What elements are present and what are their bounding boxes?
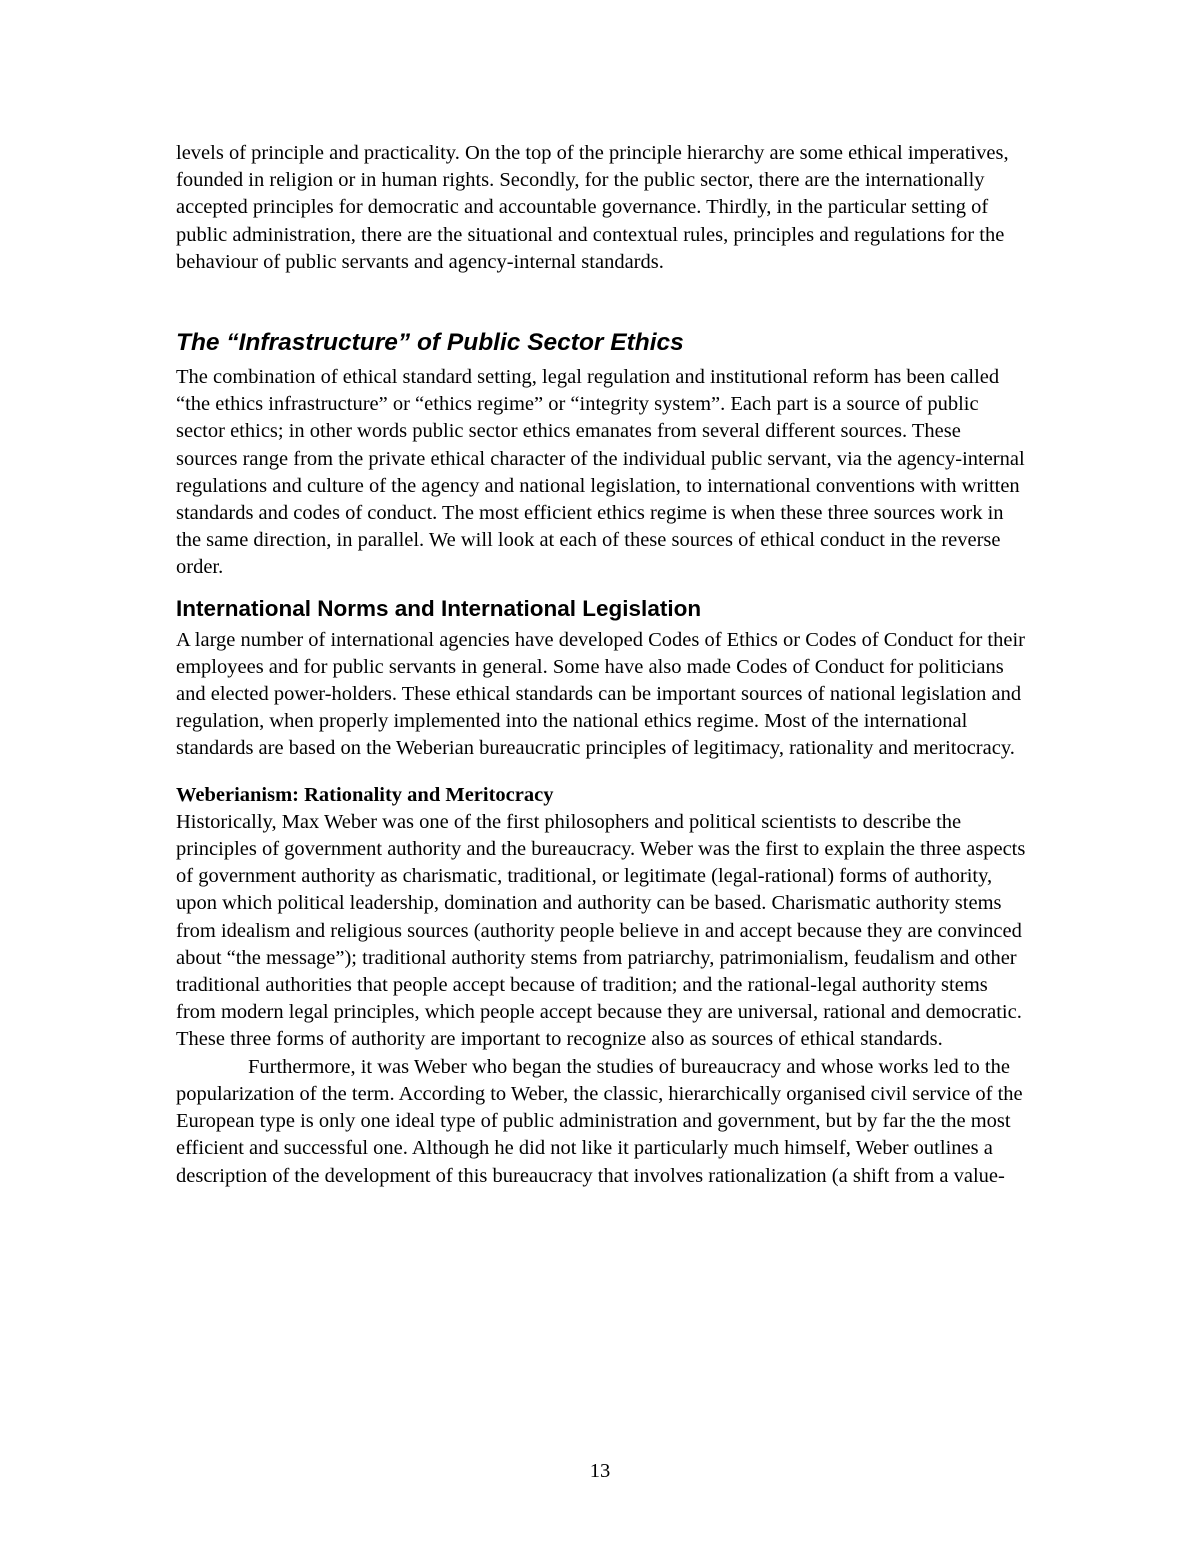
paragraph-intro: levels of principle and practicality. On the top of the principle hierarchy are some ethical imperatives, founded in religion or in human rights. Secondly, for the public sector, there are the internationally accepted principles for democratic and accountable governance. Thirdly, in the particular setting of public administration, there are the situational and contextual rules, principles and regulations for the behaviour of public servants and agency-internal standards. (176, 142, 1009, 273)
page-number: 13 (589, 1460, 611, 1482)
document-body (176, 140, 1026, 1190)
paragraph-international: A large number of international agencies have developed Codes of Ethics or Codes of Conduct for their employees and for public servants in general. Some have also made Codes of Conduct for politicians and elected power-holders. These ethical standards can be important sources of national legislation and regulation, when properly implemented into the national ethics regime. Most of the international standards are based on the Weberian bureaucratic principles of legitimacy, rationality and meritocracy. (176, 628, 1025, 760)
paragraph-weber-1: Historically, Max Weber was one of the first philosophers and political scientists to describe the principles of government authority and the bureaucracy. Weber was the first to explain the three aspects of government authority as charismatic, traditional, or legitimate (legal-rational) forms of authority, upon which political leadership, domination and authority can be based. Charismatic authority stems from idealism and religious sources (authority people believe in and accept because they are convinced about “the message”); traditional authority stems from patriarchy, patrimonialism, feudalism and other traditional authorities that people accept because of tradition; and the rational-legal authority stems from modern legal principles, which people accept because they are universal, rational and democratic. These three forms of authority are important to recognize also as sources of ethical standards. (176, 810, 1026, 1051)
subsubsection-heading: Weberianism: Rationality and Meritocracy (176, 783, 554, 806)
section-heading: The “Infrastructure” of Public Sector Ethics (176, 329, 684, 357)
subsection-heading: International Norms and International Legislation (176, 595, 702, 621)
paragraph-weber-2: Furthermore, it was Weber who began the studies of bureaucracy and whose works led to the popularization of the term. According to Weber, the classic, hierarchically organised civil service of the European type is only one ideal type of public administration and government, but by far the the most efficient and successful one. Although he did not like it particularly much himself, Weber outlines a description of the development of this bureaucracy that involves rationalization (a shift from a value- (176, 1055, 1023, 1187)
paragraph-infrastructure: The combination of ethical standard setting, legal regulation and institutional reform has been called “the ethics infrastructure” or “ethics regime” or “integrity system”. Each part is a source of public sector ethics; in other words public sector ethics emanates from several different sources. These sources range from the private ethical character of the individual public servant, via the agency-internal regulations and culture of the agency and national legislation, to international conventions with written standards and codes of conduct. The most efficient ethics regime is when these three sources work in the same direction, in parallel. We will look at each of these sources of ethical conduct in the reverse order. (176, 366, 1025, 579)
